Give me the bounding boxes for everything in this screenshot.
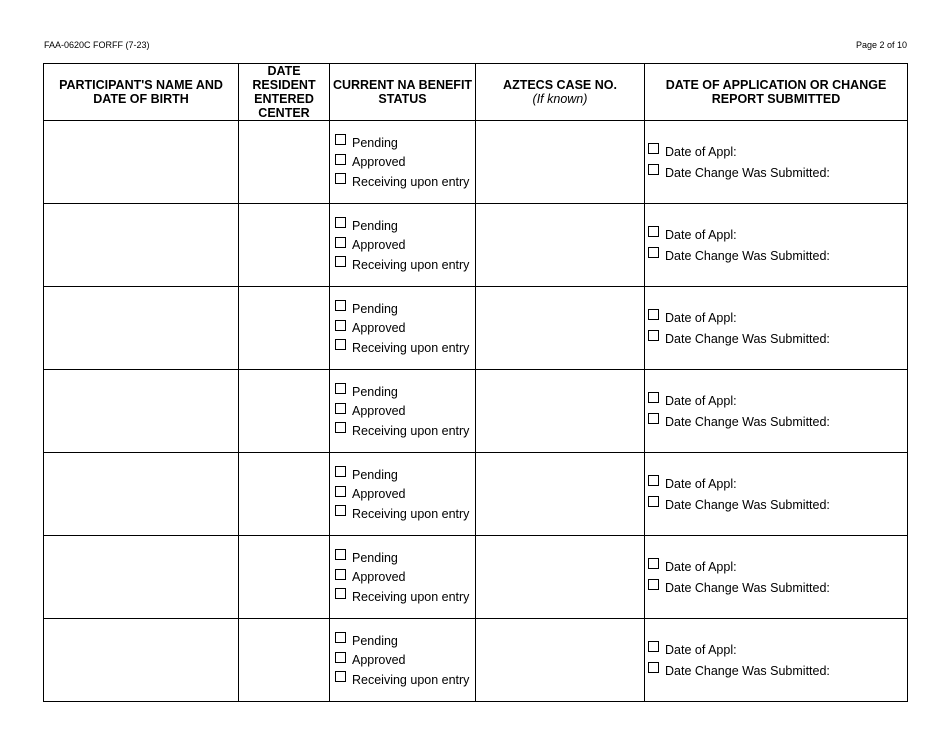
approved-checkbox[interactable] [335,486,346,497]
date-change-option[interactable] [648,245,907,266]
application-cell [645,536,908,619]
status-cell [330,287,476,370]
date-appl-option[interactable] [648,639,907,660]
status-cell [330,619,476,702]
case-no-note: (If known) [532,92,588,106]
receiving-label: Receiving upon entry [352,672,470,687]
table-row [44,204,908,287]
approved-option[interactable] [335,484,475,504]
case-no-cell[interactable] [476,287,645,370]
approved-option[interactable] [335,401,475,421]
col-header-case-no: AZTECS CASE NO. (If known) [476,64,645,121]
receiving-option[interactable] [335,338,475,358]
receiving-label: Receiving upon entry [352,423,470,438]
approved-label: Approved [352,653,406,667]
date-change-label: Date Change Was Submitted: [665,165,830,180]
date-change-option[interactable] [648,494,907,515]
receiving-label: Receiving upon entry [352,257,470,272]
approved-checkbox[interactable] [335,652,346,663]
date-change-checkbox[interactable] [648,662,659,673]
date-change-label: Date Change Was Submitted: [665,663,830,678]
pending-option[interactable] [335,216,475,236]
status-cell [330,204,476,287]
receiving-checkbox[interactable] [335,173,346,184]
approved-label: Approved [352,487,406,501]
approved-checkbox[interactable] [335,569,346,580]
pending-checkbox[interactable] [335,549,346,560]
date-appl-checkbox[interactable] [648,558,659,569]
date-appl-checkbox[interactable] [648,392,659,403]
pending-option[interactable] [335,465,475,485]
date-entered-cell[interactable] [239,204,330,287]
date-change-checkbox[interactable] [648,330,659,341]
receiving-option[interactable] [335,421,475,441]
receiving-checkbox[interactable] [335,588,346,599]
receiving-option[interactable] [335,255,475,275]
status-cell [330,536,476,619]
pending-label: Pending [352,467,398,482]
approved-option[interactable] [335,567,475,587]
pending-option[interactable] [335,382,475,402]
name-cell[interactable] [44,453,239,536]
col-header-name: PARTICIPANT'S NAME AND DATE OF BIRTH [44,64,239,121]
application-cell [645,287,908,370]
date-entered-cell[interactable] [239,121,330,204]
date-appl-label: Date of Appl: [665,642,737,657]
application-cell [645,370,908,453]
name-cell[interactable] [44,536,239,619]
application-cell [645,204,908,287]
approved-checkbox[interactable] [335,320,346,331]
date-appl-checkbox[interactable] [648,641,659,652]
date-change-checkbox[interactable] [648,496,659,507]
receiving-label: Receiving upon entry [352,506,470,521]
date-appl-option[interactable] [648,390,907,411]
pending-checkbox[interactable] [335,300,346,311]
date-entered-cell[interactable] [239,453,330,536]
col-header-date-entered: DATE RESIDENT ENTERED CENTER [239,64,330,121]
pending-label: Pending [352,633,398,648]
date-entered-cell[interactable] [239,536,330,619]
receiving-checkbox[interactable] [335,505,346,516]
pending-checkbox[interactable] [335,466,346,477]
receiving-option[interactable] [335,172,475,192]
approved-checkbox[interactable] [335,154,346,165]
status-cell [330,453,476,536]
receiving-option[interactable] [335,587,475,607]
table-row [44,619,908,702]
header-row [44,64,908,121]
date-appl-label: Date of Appl: [665,476,737,491]
approved-option[interactable] [335,235,475,255]
date-appl-option[interactable] [648,556,907,577]
pending-label: Pending [352,218,398,233]
pending-checkbox[interactable] [335,632,346,643]
approved-label: Approved [352,404,406,418]
date-change-option[interactable] [648,660,907,681]
date-appl-option[interactable] [648,307,907,328]
case-no-cell[interactable] [476,536,645,619]
table-row [44,370,908,453]
col-header-application: DATE OF APPLICATION OR CHANGE REPORT SUBMITTED [645,64,908,121]
date-appl-checkbox[interactable] [648,226,659,237]
date-change-option[interactable] [648,577,907,598]
receiving-checkbox[interactable] [335,671,346,682]
date-appl-option[interactable] [648,473,907,494]
receiving-option[interactable] [335,504,475,524]
date-change-checkbox[interactable] [648,164,659,175]
date-appl-checkbox[interactable] [648,309,659,320]
receiving-label: Receiving upon entry [352,174,470,189]
status-cell [330,370,476,453]
approved-checkbox[interactable] [335,237,346,248]
date-change-checkbox[interactable] [648,579,659,590]
case-no-cell[interactable] [476,121,645,204]
date-change-label: Date Change Was Submitted: [665,414,830,429]
page-number: Page 2 of 10 [855,40,907,50]
date-change-label: Date Change Was Submitted: [665,331,830,346]
date-entered-cell[interactable] [239,370,330,453]
pending-checkbox[interactable] [335,217,346,228]
pending-checkbox[interactable] [335,383,346,394]
date-entered-cell[interactable] [239,619,330,702]
application-cell [645,121,908,204]
approved-label: Approved [352,238,406,252]
approved-option[interactable] [335,318,475,338]
case-no-cell[interactable] [476,204,645,287]
date-change-checkbox[interactable] [648,413,659,424]
date-appl-label: Date of Appl: [665,559,737,574]
date-change-option[interactable] [648,162,907,183]
status-cell [330,121,476,204]
date-appl-label: Date of Appl: [665,393,737,408]
date-appl-label: Date of Appl: [665,227,737,242]
table-row [44,536,908,619]
name-cell[interactable] [44,121,239,204]
pending-option[interactable] [335,299,475,319]
pending-label: Pending [352,550,398,565]
date-change-label: Date Change Was Submitted: [665,248,830,263]
receiving-label: Receiving upon entry [352,589,470,604]
pending-option[interactable] [335,548,475,568]
date-change-checkbox[interactable] [648,247,659,258]
approved-label: Approved [352,570,406,584]
pending-option[interactable] [335,133,475,153]
date-change-label: Date Change Was Submitted: [665,580,830,595]
receiving-option[interactable] [335,670,475,690]
pending-checkbox[interactable] [335,134,346,145]
receiving-label: Receiving upon entry [352,340,470,355]
receiving-checkbox[interactable] [335,256,346,267]
date-entered-cell[interactable] [239,287,330,370]
date-appl-checkbox[interactable] [648,475,659,486]
date-appl-label: Date of Appl: [665,310,737,325]
approved-checkbox[interactable] [335,403,346,414]
approved-option[interactable] [335,650,475,670]
table-row [44,121,908,204]
name-cell[interactable] [44,370,239,453]
approved-label: Approved [352,155,406,169]
receiving-checkbox[interactable] [335,339,346,350]
date-appl-checkbox[interactable] [648,143,659,154]
table-row [44,287,908,370]
approved-option[interactable] [335,152,475,172]
name-cell[interactable] [44,619,239,702]
case-no-cell[interactable] [476,619,645,702]
case-no-cell[interactable] [476,370,645,453]
date-change-option[interactable] [648,328,907,349]
col-header-status: CURRENT NA BENEFIT STATUS [330,64,476,121]
name-cell[interactable] [44,287,239,370]
date-appl-label: Date of Appl: [665,144,737,159]
table-row [44,453,908,536]
pending-option[interactable] [335,631,475,651]
approved-label: Approved [352,321,406,335]
case-no-cell[interactable] [476,453,645,536]
application-cell [645,619,908,702]
pending-label: Pending [352,135,398,150]
pending-label: Pending [352,301,398,316]
date-appl-option[interactable] [648,224,907,245]
receiving-checkbox[interactable] [335,422,346,433]
date-appl-option[interactable] [648,141,907,162]
application-cell [645,453,908,536]
date-change-option[interactable] [648,411,907,432]
form-id: FAA-0620C FORFF (7-23) [44,40,150,50]
name-cell[interactable] [44,204,239,287]
pending-label: Pending [352,384,398,399]
date-change-label: Date Change Was Submitted: [665,497,830,512]
participant-table [43,63,908,702]
